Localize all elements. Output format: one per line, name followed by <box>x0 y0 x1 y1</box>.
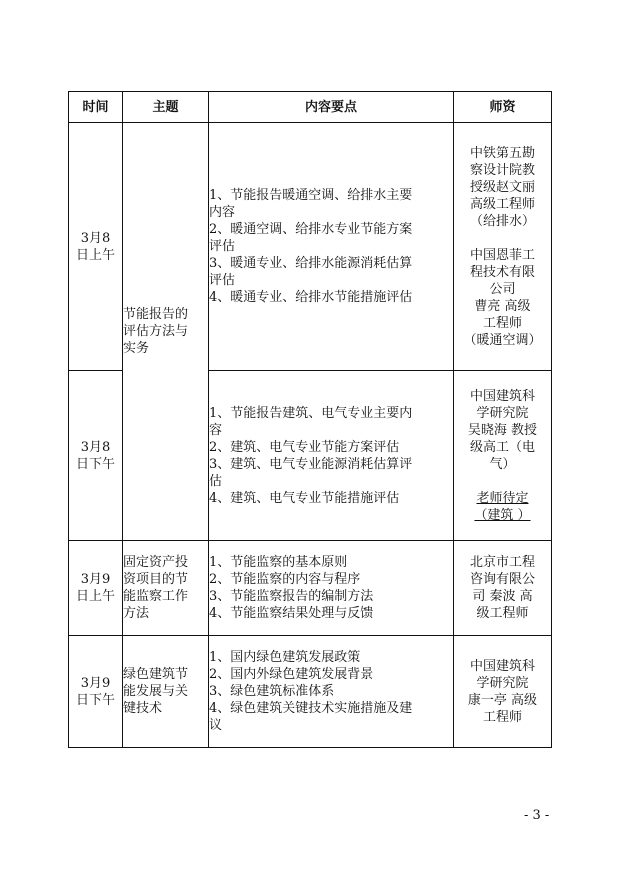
topic-line: 绿色建筑节 <box>123 667 189 682</box>
time-cell <box>69 123 123 371</box>
time-line: 日下午 <box>75 692 115 708</box>
teacher-line: 高级工程师 <box>469 196 535 212</box>
teacher-line: 吴晓海 教授 <box>467 422 538 438</box>
content-line: 3、暖通专业、给排水能源消耗估算 <box>209 256 413 271</box>
teacher-line-underlined: （建筑 ） <box>474 507 531 523</box>
content-line: 容 <box>209 422 223 438</box>
header-content: 内容要点 <box>209 92 454 123</box>
time-cell <box>69 541 123 636</box>
content-line: 2、暖通空调、给排水专业节能方案 <box>209 222 413 237</box>
time-line: 日上午 <box>75 589 115 604</box>
teacher-line: 公司 <box>489 281 516 297</box>
teacher-line: 曹亮 高级 <box>474 298 531 314</box>
topic-line: 能监察工作 <box>123 589 189 604</box>
teacher-line-underlined: 老师待定 <box>476 490 529 506</box>
content-line: 评估 <box>209 239 236 254</box>
content-line: 2、节能监察的内容与程序 <box>209 572 361 587</box>
teacher-line: 察设计院教 <box>469 162 535 178</box>
topic-line: 能发展与关 <box>123 684 189 699</box>
teacher-line: 工程师 <box>482 709 522 725</box>
table-row <box>69 123 552 371</box>
content-line: 评估 <box>209 273 236 288</box>
topic-line: 固定资产投 <box>123 555 189 570</box>
page-number: - 3 - <box>524 808 550 823</box>
teacher-cell <box>454 123 552 371</box>
content-cell <box>209 371 454 541</box>
time-line: 日下午 <box>75 456 115 472</box>
topic-line: 键技术 <box>123 701 163 716</box>
topic-line: 方法 <box>123 606 150 621</box>
content-line: 4、节能监察结果处理与反馈 <box>209 606 374 621</box>
time-cell <box>69 636 123 748</box>
content-line: 1、节能监察的基本原则 <box>209 555 348 570</box>
header-topic: 主题 <box>123 92 209 123</box>
content-cell <box>209 541 454 636</box>
teacher-cell <box>454 371 552 541</box>
teacher-line: 中国恩菲工 <box>469 247 535 263</box>
spacer <box>454 230 551 247</box>
time-line: 3月8 <box>80 230 111 246</box>
teacher-line: 中铁第五勘 <box>469 145 535 161</box>
teacher-line: 康一亭 高级 <box>467 692 538 708</box>
teacher-cell <box>454 541 552 636</box>
teacher-line: 学研究院 <box>476 675 529 691</box>
teacher-line: 司 秦波 高 <box>472 589 533 604</box>
time-line: 3月9 <box>80 675 111 691</box>
content-line: 4、建筑、电气专业节能措施评估 <box>209 490 400 506</box>
teacher-line: 级高工（电 <box>469 439 535 455</box>
topic-cell <box>123 636 209 748</box>
teacher-line: 气） <box>489 456 516 472</box>
teacher-line: （暖通空调） <box>463 332 542 348</box>
topic-line: 资项目的节 <box>123 572 189 587</box>
topic-line: 节能报告的 <box>123 307 189 322</box>
content-line: 内容 <box>209 205 236 220</box>
table-row <box>69 636 552 748</box>
content-cell <box>209 636 454 748</box>
content-line: 3、节能监察报告的编制方法 <box>209 589 374 604</box>
teacher-line: 咨询有限公 <box>469 572 535 587</box>
topic-cell-merged <box>123 123 209 541</box>
teacher-cell <box>454 636 552 748</box>
header-time: 时间 <box>69 92 123 123</box>
time-line: 日上午 <box>75 247 115 263</box>
content-line: 2、建筑、电气专业节能方案评估 <box>209 439 400 455</box>
teacher-line: 中国建筑科 <box>469 388 535 404</box>
teacher-line: 工程师 <box>482 315 522 331</box>
topic-line: 评估方法与 <box>123 324 189 339</box>
content-line: 2、国内外绿色建筑发展背景 <box>209 667 374 682</box>
teacher-line: 北京市工程 <box>469 555 535 570</box>
time-line: 3月9 <box>80 572 111 587</box>
time-line: 3月8 <box>80 439 111 455</box>
content-line: 1、节能报告建筑、电气专业主要内 <box>209 405 413 421</box>
content-line: 4、暖通专业、给排水节能措施评估 <box>209 290 413 305</box>
content-line: 3、绿色建筑标准体系 <box>209 684 335 699</box>
content-line: 4、绿色建筑关键技术实施措施及建 <box>209 701 413 716</box>
content-cell <box>209 123 454 371</box>
table-row <box>69 541 552 636</box>
content-line: 1、节能报告暖通空调、给排水主要 <box>209 188 413 203</box>
content-line: 1、国内绿色建筑发展政策 <box>209 650 361 665</box>
teacher-line: （给排水） <box>469 213 535 229</box>
spacer <box>454 473 551 490</box>
topic-line: 实务 <box>123 341 150 356</box>
teacher-line: 学研究院 <box>476 405 529 421</box>
teacher-line: 中国建筑科 <box>469 658 535 674</box>
content-line: 议 <box>209 718 223 733</box>
content-line: 3、建筑、电气专业能源消耗估算评 <box>209 456 413 472</box>
time-cell <box>69 371 123 541</box>
content-line: 估 <box>209 473 223 489</box>
header-teacher: 师资 <box>454 92 552 123</box>
topic-cell <box>123 541 209 636</box>
teacher-line: 程技术有限 <box>469 264 535 280</box>
header-row <box>69 92 552 123</box>
teacher-line: 授级赵文丽 <box>469 179 535 195</box>
teacher-line: 级工程师 <box>476 606 529 621</box>
schedule-table <box>68 91 552 748</box>
